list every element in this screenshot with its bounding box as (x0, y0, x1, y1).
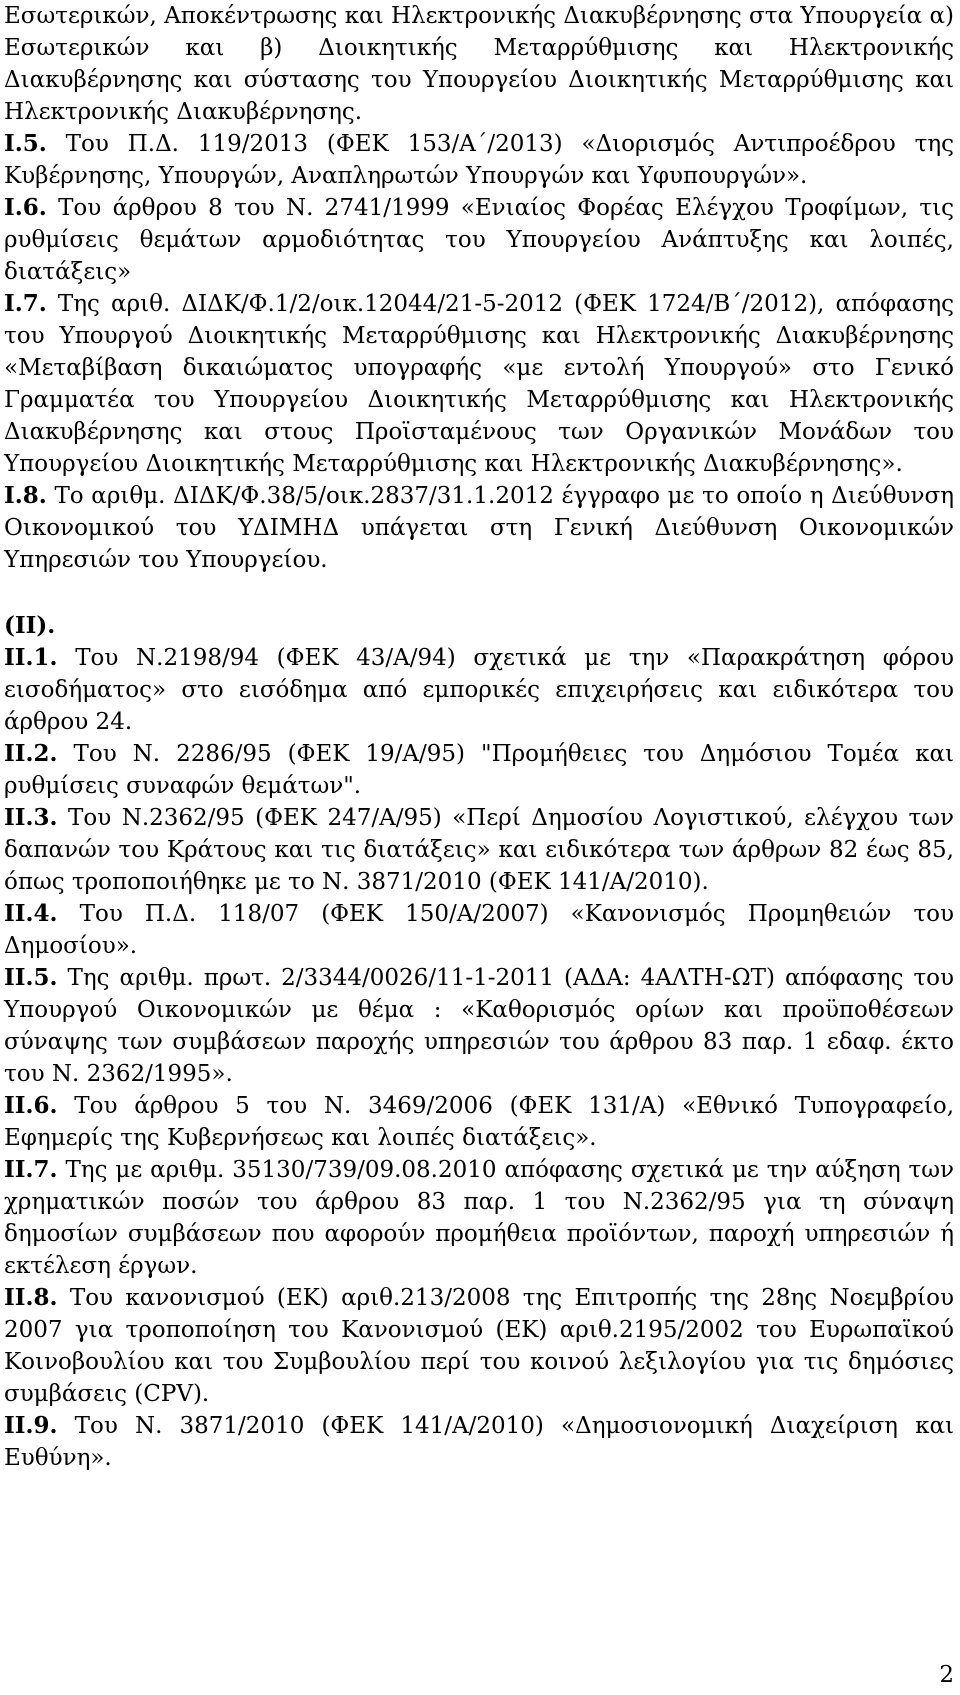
intro-paragraph: Εσωτερικών, Αποκέντρωσης και Ηλεκτρονικής Διακυβέρνησης στα Υπουργεία α) Εσωτερικών και β) Διοικητικής Μεταρρύθμισης και Ηλεκτρονικής Διακυβέρνησης και σύστασης του Υπουργείου Διοικητικής Μεταρρύθμισης και Ηλεκτρονικής Διακυβέρνησης. (4, 3, 954, 125)
item-i8 (4, 480, 954, 576)
document-page (4, 0, 954, 1474)
item-text: Του Π.Δ. 118/07 (ΦΕΚ 150/Α/2007) «Κανονισμός Προμηθειών του Δημοσίου». (4, 901, 954, 959)
item-ii7 (4, 1154, 954, 1282)
item-number: ΙΙ.2. (4, 740, 58, 767)
item-text: Του Ν.2362/95 (ΦΕΚ 247/Α/95) «Περί Δημοσίου Λογιστικού, ελέγχου των δαπανών του Κράτους και τις διατάξεις» και ειδικότερα των άρθρων 82 έως 85, όπως τροποποιήθηκε με το Ν. 3871/2010 (ΦΕΚ 141/Α/2010). (4, 805, 955, 895)
item-number: ΙΙ.5. (4, 964, 58, 991)
item-ii9 (4, 1410, 954, 1474)
item-ii6 (4, 1090, 954, 1154)
section-spacer (4, 576, 954, 610)
item-number: ΙΙ.3. (4, 804, 58, 831)
item-text: Το αριθμ. ΔΙΔΚ/Φ.38/5/οικ.2837/31.1.2012 έγγραφο με το οποίο η Διεύθυνση Οικονομικού του ΥΔΙΜΗΔ υπάγεται στη Γενική Διεύθυνση Οικονομικών Υπηρεσιών του Υπουργείου. (4, 483, 954, 573)
item-text: Του Π.Δ. 119/2013 (ΦΕΚ 153/Α΄/2013) «Διορισμός Αντιπροέδρου της Κυβέρνησης, Υπουργών, Αναπληρωτών Υπουργών και Υφυπουργών». (4, 131, 954, 189)
item-i6 (4, 192, 954, 288)
item-number: ΙΙ.1. (4, 644, 58, 671)
item-ii8 (4, 1282, 954, 1410)
item-number: ΙΙ.9. (4, 1412, 58, 1439)
item-ii2 (4, 738, 954, 802)
item-i5 (4, 128, 954, 192)
item-ii5 (4, 962, 954, 1090)
item-ii4 (4, 898, 954, 962)
item-text: Του άρθρου 8 του Ν. 2741/1999 «Ενιαίος Φορέας Ελέγχου Τροφίμων, τις ρυθμίσεις θεμάτων αρμοδιότητας του Υπουργείου Ανάπτυξης και λοιπές, διατάξεις» (4, 195, 954, 285)
item-text: Του άρθρου 5 του Ν. 3469/2006 (ΦΕΚ 131/Α) «Εθνικό Τυπογραφείο, Εφημερίς της Κυβερνήσεως και λοιπές διατάξεις». (4, 1093, 955, 1151)
item-number: ΙΙ.7. (4, 1156, 58, 1183)
item-text: Του Ν.2198/94 (ΦΕΚ 43/Α/94) σχετικά με την «Παρακράτηση φόρου εισοδήματος» στο εισόδημα από εμπορικές επιχειρήσεις και ειδικότερα του άρθρου 24. (4, 645, 954, 735)
item-text: Του Ν. 3871/2010 (ΦΕΚ 141/Α/2010) «Δημοσιονομική Διαχείριση και Ευθύνη». (4, 1413, 954, 1471)
item-ii1 (4, 642, 954, 738)
item-i7 (4, 288, 954, 480)
item-ii3 (4, 802, 954, 898)
item-text: Του κανονισμού (ΕΚ) αριθ.213/2008 της Επιτροπής της 28ης Νοεμβρίου 2007 για τροποποίηση του Κανονισμού (ΕΚ) αριθ.2195/2002 του Ευρωπαϊκού Κοινοβουλίου και του Συμβουλίου περί του κοινού λεξιλογίου για τις δημόσιες συμβάσεις (CPV). (4, 1285, 954, 1407)
item-text: Της αριθ. ΔΙΔΚ/Φ.1/2/οικ.12044/21-5-2012 (ΦΕΚ 1724/Β΄/2012), απόφασης του Υπουργού Διοικητικής Μεταρρύθμισης και Ηλεκτρονικής Διακυβέρνησης «Μεταβίβαση δικαιώματος υπογραφής «με εντολή Υπουργού» στο Γενικό Γραμματέα του Υπουργείου Διοικητικής Μεταρρύθμισης και Ηλεκτρονικής Διακυβέρνησης και στους Προϊσταμένους των Οργανικών Μονάδων του Υπουργείου Διοικητικής Μεταρρύθμισης και Ηλεκτρονικής Διακυβέρνησης». (4, 291, 954, 477)
item-number: Ι.6. (4, 194, 47, 221)
item-text: Της με αριθμ. 35130/739/09.08.2010 απόφασης σχετικά με την αύξηση των χρηματικών ποσών του άρθρου 83 παρ. 1 του Ν.2362/95 για τη σύναψη δημοσίων συμβάσεων που αφορούν προμήθεια προϊόντων, παροχή υπηρεσιών ή εκτέλεση έργων. (4, 1157, 954, 1279)
item-text: Της αριθμ. πρωτ. 2/3344/0026/11-1-2011 (ΑΔΑ: 4ΑΛΤΗ-ΩΤ) απόφασης του Υπουργού Οικονομικών με θέμα : «Καθορισμός ορίων και προϋποθέσεων σύναψης των συμβάσεων παροχής υπηρεσιών του άρθρου 83 παρ. 1 εδαφ. έκτο του Ν. 2362/1995». (4, 965, 955, 1087)
item-number: Ι.8. (4, 482, 47, 509)
item-text: Του Ν. 2286/95 (ΦΕΚ 19/Α/95) "Προμήθειες του Δημόσιου Τομέα και ρυθμίσεις συναφών θεμάτων". (4, 741, 954, 799)
item-number: ΙΙ.4. (4, 900, 58, 927)
page-number: 2 (939, 1662, 954, 1688)
item-number: ΙΙ.8. (4, 1284, 58, 1311)
section-ii-heading: (ΙΙ). (4, 612, 56, 639)
item-number: ΙΙ.6. (4, 1092, 58, 1119)
item-number: Ι.7. (4, 290, 47, 317)
item-number: Ι.5. (4, 130, 47, 157)
